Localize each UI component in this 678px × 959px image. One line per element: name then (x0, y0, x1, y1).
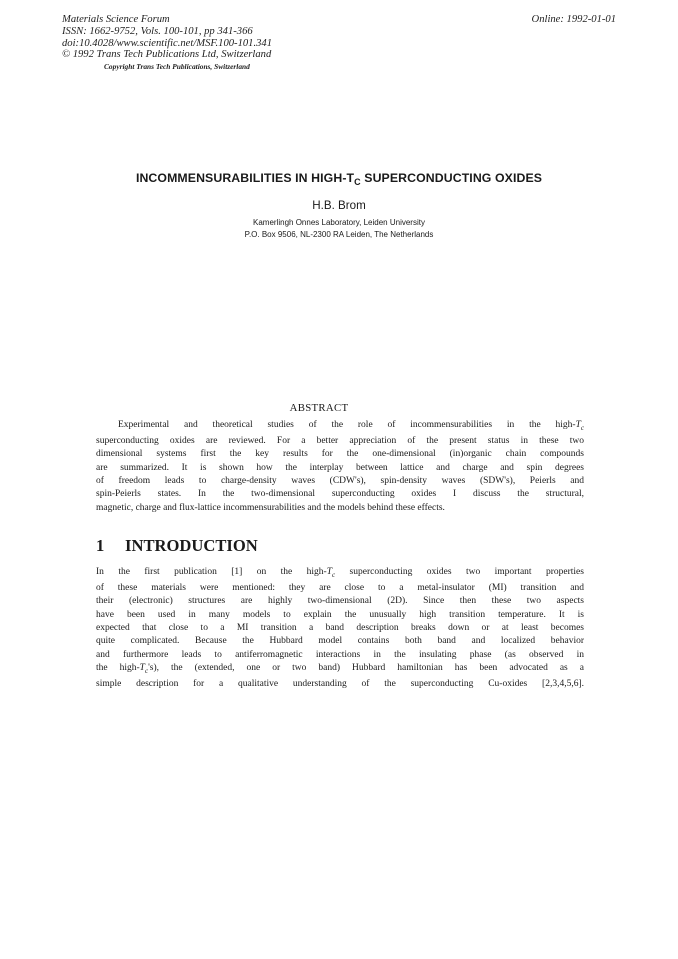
copyright-line: © 1992 Trans Tech Publications Ltd, Switzerland (62, 49, 272, 61)
abstract-line: magnetic, charge and flux-lattice incommensurabilities and the models behind these effects. (96, 502, 445, 513)
tc-subscript: c (580, 423, 584, 432)
intro-line: of these materials were mentioned: they are close to a metal-insulator (MI) transition and (96, 583, 584, 594)
tc-symbol: $T_c$ (139, 662, 149, 675)
intro-line: have been used in many models to explain the unusually high transition temperature. It is (96, 609, 584, 620)
intro-line: In the first publication [1] on the high-$T_c$ superconducting oxides two important properties (96, 567, 584, 579)
paper-title (0, 171, 678, 185)
abstract-line: spin-Peierls states. In the two-dimensional superconducting oxides I discuss the structural, (96, 489, 584, 500)
intro-line: quite complicated. Because the Hubbard model contains both band and localized behavior (96, 636, 584, 647)
abstract-line: of freedom leads to charge-density waves (CDW's), spin-density waves (SDW's), Peierls and (96, 476, 584, 487)
title-subscript: C (354, 177, 361, 187)
tc-subscript: c (144, 666, 149, 675)
journal-header (62, 14, 272, 73)
issn-line: ISSN: 1662-9752, Vols. 100-101, pp 341-366 (62, 25, 253, 37)
affiliation-line-2: P.O. Box 9506, NL-2300 RA Leiden, The Netherlands (244, 230, 434, 239)
doi-line: doi:10.4028/www.scientific.net/MSF.100-101.341 (62, 37, 272, 49)
author-name: H.B. Brom (312, 199, 366, 212)
section-title: INTRODUCTION (125, 536, 258, 555)
title-part-2: SUPERCONDUCTING OXIDES (360, 171, 543, 185)
intro-line: the high-$T_c's$), the (extended, one or two band) Hubbard hamiltonian has been advocated as a (96, 662, 584, 675)
title-part-1: INCOMMENSURABILITIES IN HIGH-T (135, 171, 355, 185)
journal-name: Materials Science Forum (62, 14, 170, 25)
tc-symbol: $T_c$ (326, 567, 336, 579)
abstract-line: superconducting oxides are reviewed. For a better appreciation of the present status in these two (96, 436, 584, 447)
introduction-body (96, 566, 584, 691)
intro-line: their (electronic) structures are highly two-dimensional (2D). Since then these two aspects (96, 596, 584, 607)
online-date: Online: 1992-01-01 (531, 14, 616, 25)
section-number: 1 (96, 536, 105, 555)
abstract-line: dimensional systems first the key results for the one-dimensional (in)organic chain compounds (96, 449, 584, 460)
tc-symbol: $T_c$ (575, 420, 584, 432)
affiliation-line-1: Kamerlingh Onnes Laboratory, Leiden University (253, 218, 425, 227)
tc-subscript: c (332, 570, 336, 579)
intro-line: and furthermore leads to antiferromagnetic interactions in the insulating phase (as observed in (96, 649, 584, 660)
abstract-heading: ABSTRACT (289, 402, 349, 414)
intro-line: simple description for a qualitative understanding of the superconducting Cu-oxides [2,3,4,5,6]. (96, 679, 584, 690)
section-heading (96, 536, 258, 556)
abstract-body (96, 419, 584, 515)
copyright-small: Copyright Trans Tech Publications, Switzerland (104, 62, 250, 72)
abstract-line: Experimental and theoretical studies of the role of incommensurabilities in the high-$T_c$ (118, 420, 584, 432)
affiliation (0, 217, 678, 241)
abstract-line: are summarized. It is shown how the interplay between lattice and charge and spin degrees (96, 462, 584, 473)
intro-line: expected that close to a MI transition a band description breaks down or at least becomes (96, 623, 584, 634)
